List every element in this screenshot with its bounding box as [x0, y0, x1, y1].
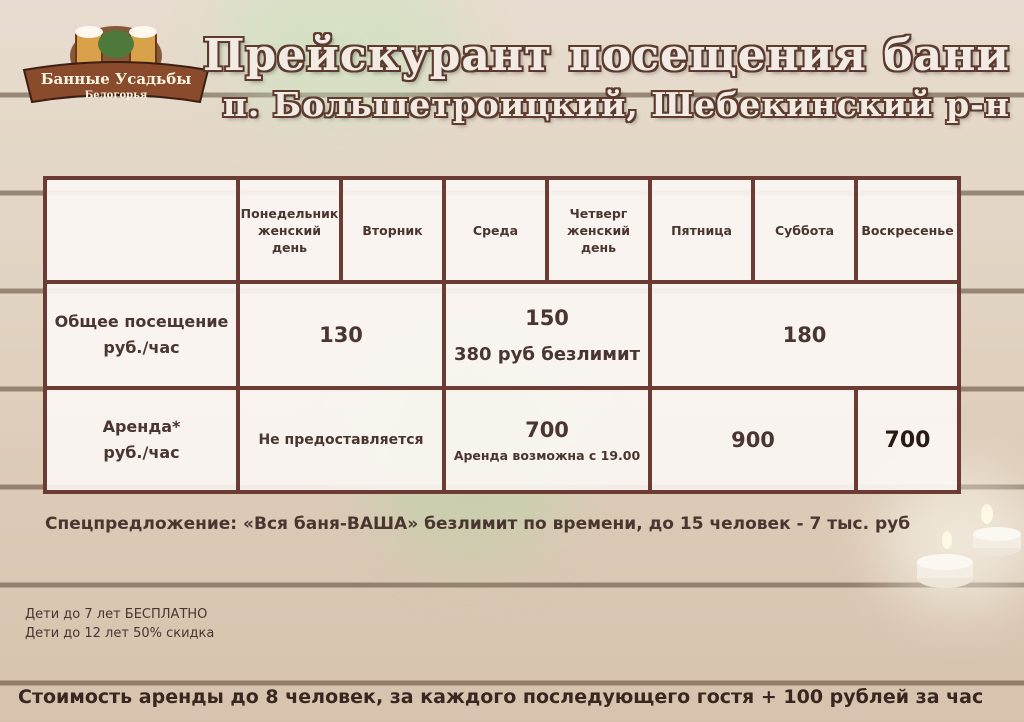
price-cell-wed-thu [444, 282, 650, 388]
logo-text-line1: Банные Усадьбы [40, 70, 192, 88]
price-value: 700 [884, 427, 931, 453]
price-value: 700 [525, 417, 569, 442]
title-line2: п. Большетроицкий, Шебекинский р-н [222, 85, 1010, 124]
row-header-rent [45, 388, 238, 492]
row-unit: руб./час [103, 443, 180, 462]
logo-text-line2: Белогорья [84, 90, 148, 101]
not-available-text: Не предоставляется [258, 432, 424, 448]
row-header-general [45, 282, 238, 388]
price-cell-mon-tue [238, 282, 444, 388]
day-name: Вторник [362, 222, 423, 238]
day-name: Пятница [671, 222, 732, 238]
day-name: Среда [472, 222, 519, 238]
table-header-row [45, 178, 959, 282]
day-note: женский день [258, 222, 321, 255]
day-header-wednesday [444, 178, 547, 282]
day-header-sunday [856, 178, 959, 282]
row-label: Общее посещение [54, 312, 229, 331]
candles-decoration [915, 500, 1024, 600]
logo [18, 18, 214, 114]
kids-free-text: Дети до 7 лет БЕСПЛАТНО [25, 607, 208, 622]
day-name: Суббота [774, 222, 835, 238]
kids-discount-text: Дети до 12 лет 50% скидка [25, 626, 215, 641]
price-value: 900 [731, 428, 775, 452]
price-value: 150 [525, 305, 569, 330]
day-header-thursday [547, 178, 650, 282]
price-cell-fri-sun [650, 282, 959, 388]
day-header-friday [650, 178, 753, 282]
rent-row [45, 388, 959, 492]
rent-cell-sun [856, 388, 959, 492]
price-value: 130 [319, 323, 363, 347]
title-line1: Прейскурант посещения бани [202, 30, 1010, 81]
day-note: женский день [567, 222, 630, 255]
rent-cell-wed-thu [444, 388, 650, 492]
day-header-saturday [753, 178, 856, 282]
footer-note: Стоимость аренды до 8 человек, за каждого последующего гостя + 100 рублей за час [18, 686, 984, 708]
row-label: Аренда* [102, 417, 181, 436]
day-name: Воскресенье [861, 222, 954, 238]
price-value: 180 [782, 323, 827, 347]
page-title [203, 30, 1010, 128]
price-table [43, 176, 961, 494]
kids-discounts [25, 605, 214, 643]
day-header-monday [238, 178, 341, 282]
rent-note: Аренда возможна с 19.00 [453, 447, 641, 463]
corner-cell [45, 178, 238, 282]
special-offer: Спецпредложение: «Вся баня-ВАША» безлимит по времени, до 15 человек - 7 тыс. руб [45, 514, 911, 534]
day-header-tuesday [341, 178, 444, 282]
rent-cell-mon-tue [238, 388, 444, 492]
row-unit: руб./час [103, 338, 180, 357]
day-name: Понедельник [240, 205, 339, 221]
rent-cell-fri-sat [650, 388, 856, 492]
unlimited-price: 380 руб безлимит [453, 343, 641, 365]
general-visit-row [45, 282, 959, 388]
day-name: Четверг [569, 205, 628, 221]
